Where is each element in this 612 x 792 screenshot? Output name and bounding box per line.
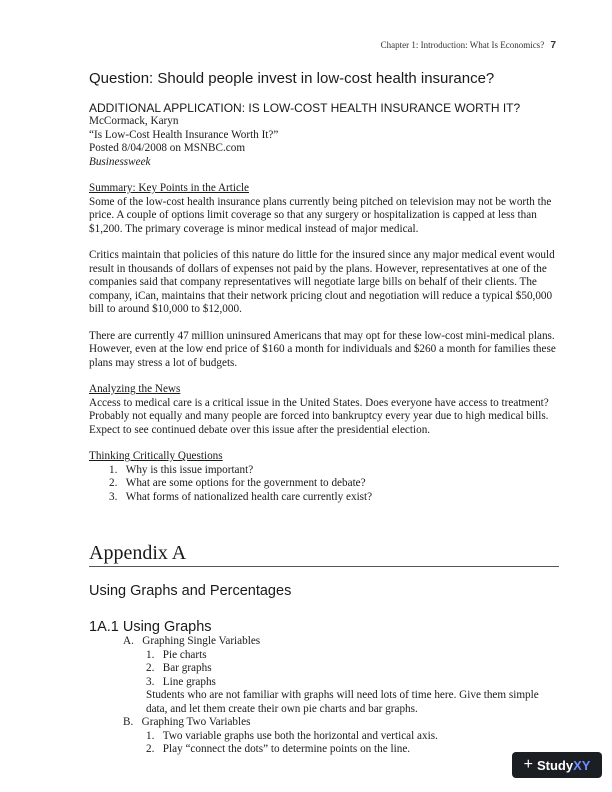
list-item: 2. Bar graphs xyxy=(146,662,212,674)
outline xyxy=(89,635,559,757)
outline-note: Students who are not familiar with graphs will need lots of time here. Give them simple data, and let them create their own pie charts and bar graphs. xyxy=(146,689,539,715)
summary-paragraph-1: Some of the low-cost health insurance plans currently being pitched on television may not be worth the price. A couple of options limit coverage so that any surgery or hospitalization is capped at less than $1,200. The primary coverage is minor medical instead of major medical. xyxy=(89,195,552,235)
list-item: 2. What are some options for the government to debate? xyxy=(109,477,366,489)
analyzing-paragraph: Access to medical care is a critical issue in the United States. Does everyone have access to treatment? Probably not equally and many people are forced into bankruptcy every year due to high medical bills. Expect to see continued debate over this issue after the presidential election. xyxy=(89,396,549,436)
studyxy-logo[interactable] xyxy=(512,752,602,778)
running-header xyxy=(381,40,556,51)
thinking-heading: Thinking Critically Questions xyxy=(89,450,223,462)
list-item: 1. Why is this issue important? xyxy=(109,463,254,476)
logo-accent: XY xyxy=(573,757,591,773)
application-title: ADDITIONAL APPLICATION: IS LOW-COST HEALTH INSURANCE WORTH IT? xyxy=(89,101,521,115)
question-heading: Question: Should people invest in low-cost health insurance? xyxy=(89,70,495,87)
list-item: 3. Line graphs xyxy=(146,675,216,688)
logo-text: Study xyxy=(536,757,574,773)
plus-icon: + xyxy=(523,756,533,773)
page-number: 7 xyxy=(550,40,556,51)
summary-paragraph-2: Critics maintain that policies of this nature do little for the insured since any major medical event would result in thousands of dollars of expenses not paid by the plans. However, representatives at one of the companies said that company representatives will negotiate large bills on behalf of their clients. The company, iCan, maintains that their network pricing clout and negotiation will reduce a typical $50,000 bill to around $10,000 to $12,000. xyxy=(89,249,555,315)
page-content xyxy=(89,62,559,757)
appendix-subtitle: Using Graphs and Percentages xyxy=(89,583,292,599)
analyzing-heading: Analyzing the News xyxy=(89,383,181,395)
outline-item-b: B. Graphing Two Variables xyxy=(123,716,251,728)
summary-paragraph-3: There are currently 47 million uninsured Americans that may opt for these low-cost mini-medical plans. However, even at the low end price of $160 a month for individuals and $260 a month for families these plans may stress a lot of budgets. xyxy=(89,329,556,369)
list-item: 1. Pie charts xyxy=(146,648,207,661)
appendix-title: Appendix A xyxy=(89,542,559,567)
list-item: 2. Play “connect the dots” to determine points on the line. xyxy=(146,743,411,755)
thinking-list xyxy=(89,464,559,505)
article-title: “Is Low-Cost Health Insurance Worth It?” xyxy=(89,128,279,141)
author: McCormack, Karyn xyxy=(89,115,179,127)
list-item: 1. Two variable graphs use both the horizontal and vertical axis. xyxy=(146,729,438,742)
chapter-title: Chapter 1: Introduction: What Is Economics? xyxy=(380,40,545,50)
list-item: 3. What forms of nationalized health care currently exist? xyxy=(109,490,373,503)
outline-item-a: A. Graphing Single Variables xyxy=(123,635,261,647)
posted-date: Posted 8/04/2008 on MSNBC.com xyxy=(89,142,246,154)
source: Businessweek xyxy=(89,155,151,168)
section-heading: 1A.1 Using Graphs xyxy=(89,619,212,635)
summary-heading: Summary: Key Points in the Article xyxy=(89,182,250,194)
